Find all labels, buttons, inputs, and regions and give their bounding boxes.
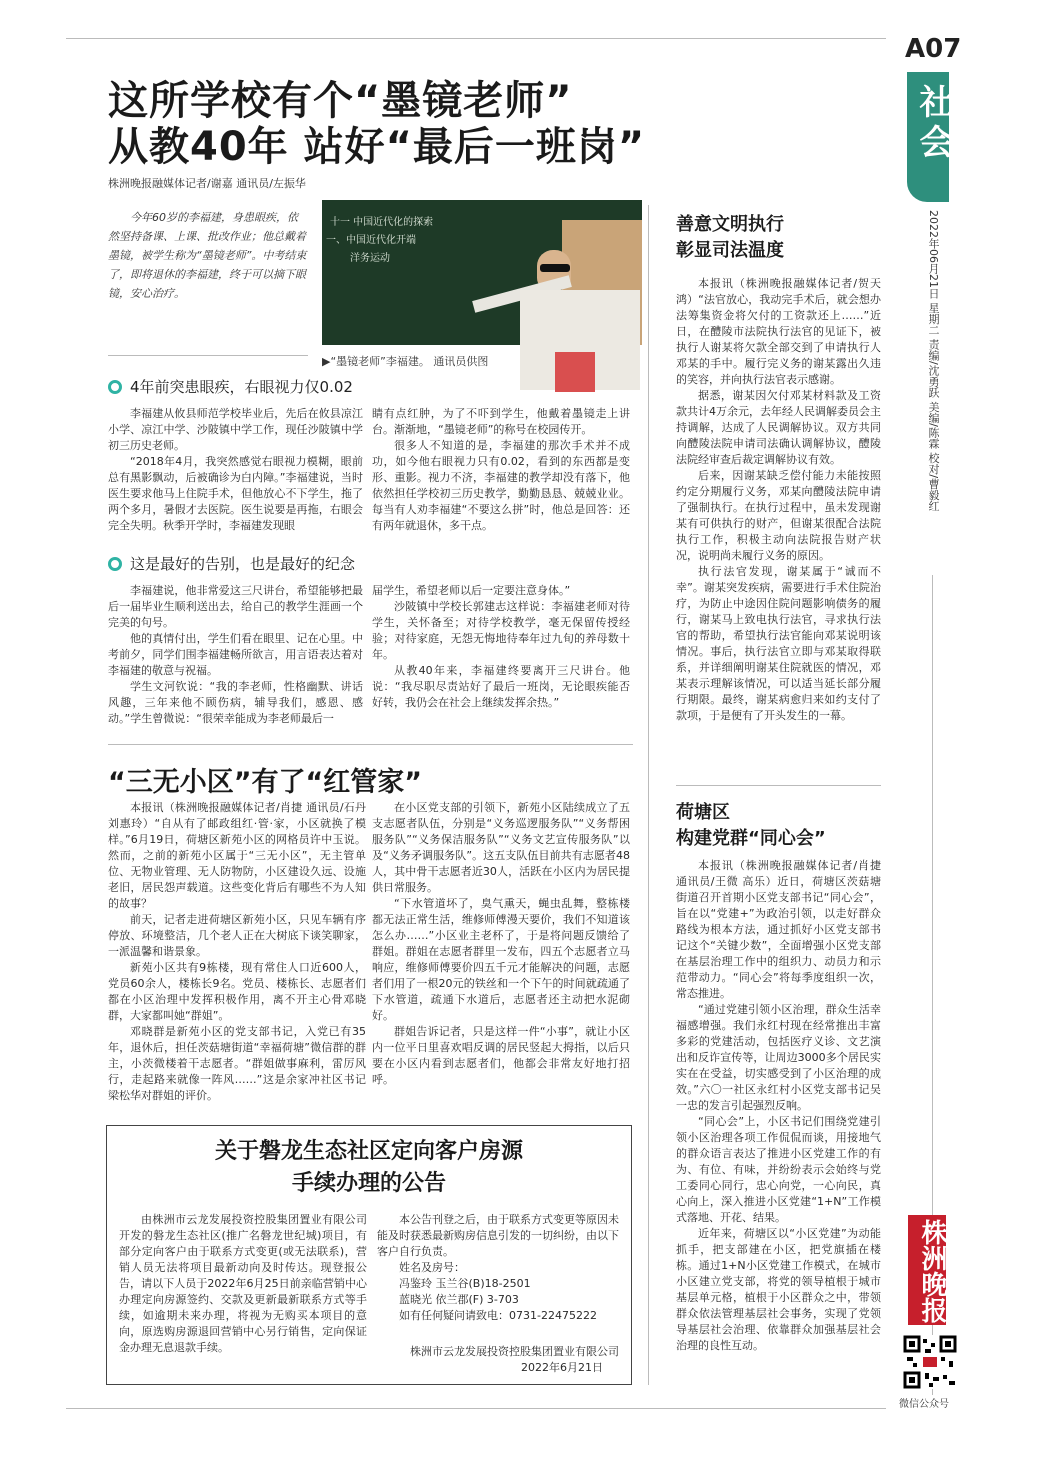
article1-section1-heading: 4年前突患眼疾，右眼视力仅0.02 bbox=[108, 376, 353, 397]
article2-col2: 在小区党支部的引领下，新苑小区陆续成立了五支志愿者队伍，分别是“义务巡逻服务队”“义务帮困服务队”“义务保洁服务队”“义务文艺宣传服务队”以及“义务矛调服务队”。这五支队伍目前共有志愿者48人，其中骨干志愿者近30人，活跃在小区内为居民提供日常服务。 “下水管道坏了，臭气熏天，蝇虫乱舞，整栋楼都无法正常生活，维修师傅漫天要价，我们不知道该怎么办……”小区业主老杯了，于是将问题反馈给了群姐。群姐在志愿者群里一发布，四五个志愿者立马响应，维修师傅要价四五千元才能解决的问题，志愿者们用了一根20元的铁丝和一个下午的时间就疏通了下水管道，疏通下水道后，志愿者还主动把水泥砌好。 群姐告诉记者，只是这样一件“小事”，就让小区内一位平日里喜欢唱反调的居民竖起大拇指，以后只要在小区内看到志愿者们，他都会非常友好地打招呼。 bbox=[372, 801, 630, 1086]
right-divider-rule bbox=[676, 785, 881, 786]
section-tab bbox=[907, 72, 953, 202]
article2-col1: 本报讯（株洲晚报融媒体记者/肖捷 通讯员/石丹 刘惠玲）“自从有了邮政组红·管·家，小区就换了模样。”6月19日，荷塘区新苑小区的网格员许中玉说。然而，之前的新苑小区属于“三无小区”，无主管单位、无物业管理、无人防物防，小区建设久远、设施老旧，居民怨声载道。这些变化背后有哪些不为人知的故事？ 前天，记者走进荷塘区新苑小区，只见车辆有序停放、环境整洁，几个老人正在大树底下谈笑聊家，一派温馨和谐景象。 新苑小区共有9栋楼，现有常住人口近600人，党员60余人，楼栋长9名。党员、楼栋长、志愿者们都在小区治理中发挥积极作用，离不开主心骨邓晓群，大家都叫她“群姐”。 邓晓群是新苑小区的党支部书记，入党已有35年，退休后，担任茨菇塘街道“幸福荷塘”微信群的群主，小茨微楼着干志愿者。“群姐做事麻利，雷厉风行，走起路来就像一阵风……”这是余家冲社区书记梁松华对群姐的评价。 bbox=[108, 801, 366, 1102]
qr-label: 微信公众号 bbox=[899, 1399, 949, 1410]
notice-box bbox=[106, 1125, 632, 1385]
article3-body: 本报讯（株洲晚报融媒体记者/贺天鸿）“法官放心，我动完手术后，就会想办法筹集资金将欠付的工资款还上……”近日，在醴陵市法院执行法官的见证下，被执行人谢某将欠款全部交到了申请执行人邓某的手中。履行完义务的谢某露出久违的笑容，并向执行法官表示感谢。 据悉，谢某因欠付邓某材料款及工资款共计4万余元，去年经人民调解委员会主持调解，达成了人民调解协议。双方共同向醴陵法院申请司法确认调解协议，醴陵法院经审查后裁定调解协议有效。 后来，因谢某缺乏偿付能力未能按照约定分期履行义务，邓某向醴陵法院申请了强制执行。在执行过程中，虽未发现谢某有可供执行的财产，但谢某很配合法院执行工作，积极主动向法院报告财产状况，说明尚未履行义务的原因。 执行法官发现，谢某属于“诚而不幸”。谢某突发疾病，需要进行手术住院治疗，为防止中途因住院问题影响债务的履行，谢某马上致电执行法官，寻求执行法官的帮助，希望执行法官能向邓某说明该情况。事后，执行法官立即与邓某取得联系，并详细阐明谢某住院就医的情况，邓某表示理解该情况，可以适当延长部分履行期限。最终，谢某病愈归来如约支付了款项，于是便有了开头发生的一幕。 bbox=[676, 277, 881, 722]
newspaper-logo: 株洲晚报 bbox=[908, 1215, 946, 1325]
article1-intro: 今年60岁的李福建，身患眼疾，依然坚持备课、上课、批改作业；他总戴着墨镜，被学生称为“墨镜老师”。中考结束了，即将退休的李福建，终于可以摘下眼镜，安心治疗。 bbox=[108, 211, 307, 300]
qr-code-icon bbox=[903, 1335, 957, 1389]
photo-caption: ▶“墨镜老师”李福建。 通讯员供图 bbox=[322, 355, 489, 368]
blackboard-text: 十一 中国近代化的探索 一、中国近代化开端 洋务运动 bbox=[326, 217, 434, 264]
bottom-rule bbox=[66, 1408, 886, 1409]
bullet-icon bbox=[108, 557, 122, 571]
article4-title: 荷塘区 构建党群“同心会” bbox=[676, 802, 826, 849]
divider-rule bbox=[108, 744, 633, 745]
article1-section2-col1: 李福建说，他非常爱这三尺讲台，希望能够把最后一届毕业生顺利送出去，给自己的教学生涯画一个完美的句号。 他的真情付出，学生们看在眼里、记在心里。中考前夕，同学们围李福建畅所欲言，用言语表达着对李福建的敬意与祝福。 学生文河钦说：“我的李老师，性格幽默、讲话风趣，三年来他不顾伤病，辅导我们，感恩、感动。”学生曾微说：“很荣幸能成为李老师最后一 bbox=[108, 584, 363, 725]
article1-title: 这所学校有个“墨镜老师” 从教40年 站好“最后一班岗” bbox=[108, 78, 646, 170]
notice-col1: 由株洲市云龙发展投资控股集团置业有限公司开发的磐龙生态社区(推广名磐龙世纪城)项目，有部分定向客户由于联系方式变更(或无法联系)，营销人员无法将项目最新动向及时传达。现登报公告，请以下人员于2022年6月25日前亲临营销中心办理定向房源签约、交款及更新最新联系方式等手续，如逾期未来办理，将视为无购买本项目的意向，原选购房源退回营销中心另行销售，定向保证金办理无息退款手续。 bbox=[119, 1213, 367, 1354]
top-rule bbox=[66, 38, 886, 39]
article2-title: “三无小区”有了“红管家” bbox=[108, 767, 422, 798]
notice-title: 关于磐龙生态社区定向客户房源 手续办理的公告 bbox=[214, 1139, 523, 1196]
notice-date: 2022年6月21日 bbox=[521, 1361, 603, 1374]
notice-signature: 株洲市云龙发展投资控股集团置业有限公司 bbox=[410, 1345, 619, 1358]
notice-entry: 冯鉴玲 玉兰谷(B)18-2501 bbox=[399, 1277, 531, 1290]
column-rule bbox=[648, 205, 649, 1385]
article3-title: 善意文明执行 彰显司法温度 bbox=[676, 214, 784, 261]
notice-entry: 蓝晓光 依兰郡(F) 3-703 bbox=[399, 1293, 519, 1306]
article4-body: 本报讯（株洲晚报融媒体记者/肖捷 通讯员/王微 高乐）近日，荷塘区茨菇塘街道召开首期小区党支部书记“同心会”，旨在以“党建+”为政治引领，以走好群众路线为根本方法，通过抓好小区党支部书记这个“关键少数”，全面增强小区党支部在基层治理工作中的组织力、动员力和示范带动力。“同心会”将每季度组织一次，常态推进。 “通过党建引领小区治理，群众生活幸福感增强。我们永红村现在经常推出丰富多彩的党建活动，包括医疗义诊、文艺演出和反诈宣传等，让周边3000多个居民实实在在受益，切实感受到了小区治理的成效。”六〇一社区永红村小区党支部书记吴一忠的发言引起强烈反响。 “同心会”上，小区书记们围绕党建引领小区治理各项工作侃侃而谈，用接地气的群众语言表达了推进小区党建工作的有为、有位、有味，并纷纷表示会始终与党工委同心同行，忠心向党，一心向民，真心向上，深入推进小区党建“1+N”工作模式落地、开花、结果。 近年来，荷塘区以“小区党建”为动能抓手，把支部建在小区，把党旗插在楼栋。通过1+N小区党建工作模式，在城市小区建立党支部，将党的领导植根于城市基层单元格，植根于小区群众之中，带领群众依法管理基层社会事务，实现了党领导基层社会治理、依靠群众加强基层社会治理的良性互动。 bbox=[676, 859, 881, 1352]
article1-section1-col2: 睛有点红肿，为了不吓到学生，他戴着墨镜走上讲台。渐渐地，“墨镜老师”的称号在校园传开。 很多人不知道的是，李福建的那次手术并不成功，如今他右眼视力只有0.02，看到的东西都是变形、重影。视力不济，李福建的教学却没有落下，他依然担任学校初三历史教学，勤勤恳恳、兢兢业业。每当有人劝李福建“不要这么拼”时，他总是回答：还有两年就退休，多干点。 bbox=[372, 407, 630, 532]
bullet-icon bbox=[108, 380, 122, 394]
section-label: 社会 bbox=[913, 84, 953, 164]
article1-section2-col2: 届学生，希望老师以后一定要注意身体。” 沙陂镇中学校长郭建志这样说：李福建老师对待学生，关怀备至；对待学校教学，毫无保留传授经验；对待家庭，无怨无悔地待奉年过九旬的养母数十年。 从教40年来，李福建终要离开三尺讲台。他说：“我尽职尽责站好了最后一班岗，无论眼疾能否好转，我仍会在社会上继续发挥余热。” bbox=[372, 584, 630, 709]
article1-byline: 株洲晚报融媒体记者/谢嘉 通讯员/左振华 bbox=[108, 177, 306, 190]
dateline: 2022年06月21日 星期二 责编/沈勇跃 美编/陈霖 校对/曹毅红 bbox=[927, 210, 940, 512]
notice-contact: 如有任何疑问请致电：0731-22475222 bbox=[399, 1309, 597, 1322]
intro-rule bbox=[108, 355, 308, 356]
notice-col2: 本公告刊登之后，由于联系方式变更等原因未能及时获悉最新购房信息引发的一切纠纷，由以下客户自行负责。 姓名及房号： 冯鉴玲 玉兰谷(B)18-2501 蓝晓光 依兰郡(F) 3-703 如有任何疑问请致电：0731-22475222 株洲市云龙发展投资控股集团置业有限公司 2022年6月21日 bbox=[377, 1213, 619, 1374]
page-code: A07 bbox=[905, 34, 962, 64]
sunglasses-icon bbox=[540, 264, 570, 272]
article1-section1-col1: 李福建从攸县师范学校毕业后，先后在攸县凉江小学、凉江中学、沙陂镇中学工作，现任沙陂镇中学初三历史老师。 “2018年4月，我突然感觉右眼视力模糊，眼前总有黑影飘动，后被确诊为白内障。”李福建说，当时医生要求他马上住院手术，但他放心不下学生，拖了两个多月，暑假才去医院。医生说要是再拖，右眼会完全失明。秋季开学时，李福建发现眼 bbox=[108, 407, 363, 532]
teacher-shirt-detail bbox=[555, 352, 595, 392]
article1-section2-heading: 这是最好的告别，也是最好的纪念 bbox=[108, 553, 355, 574]
